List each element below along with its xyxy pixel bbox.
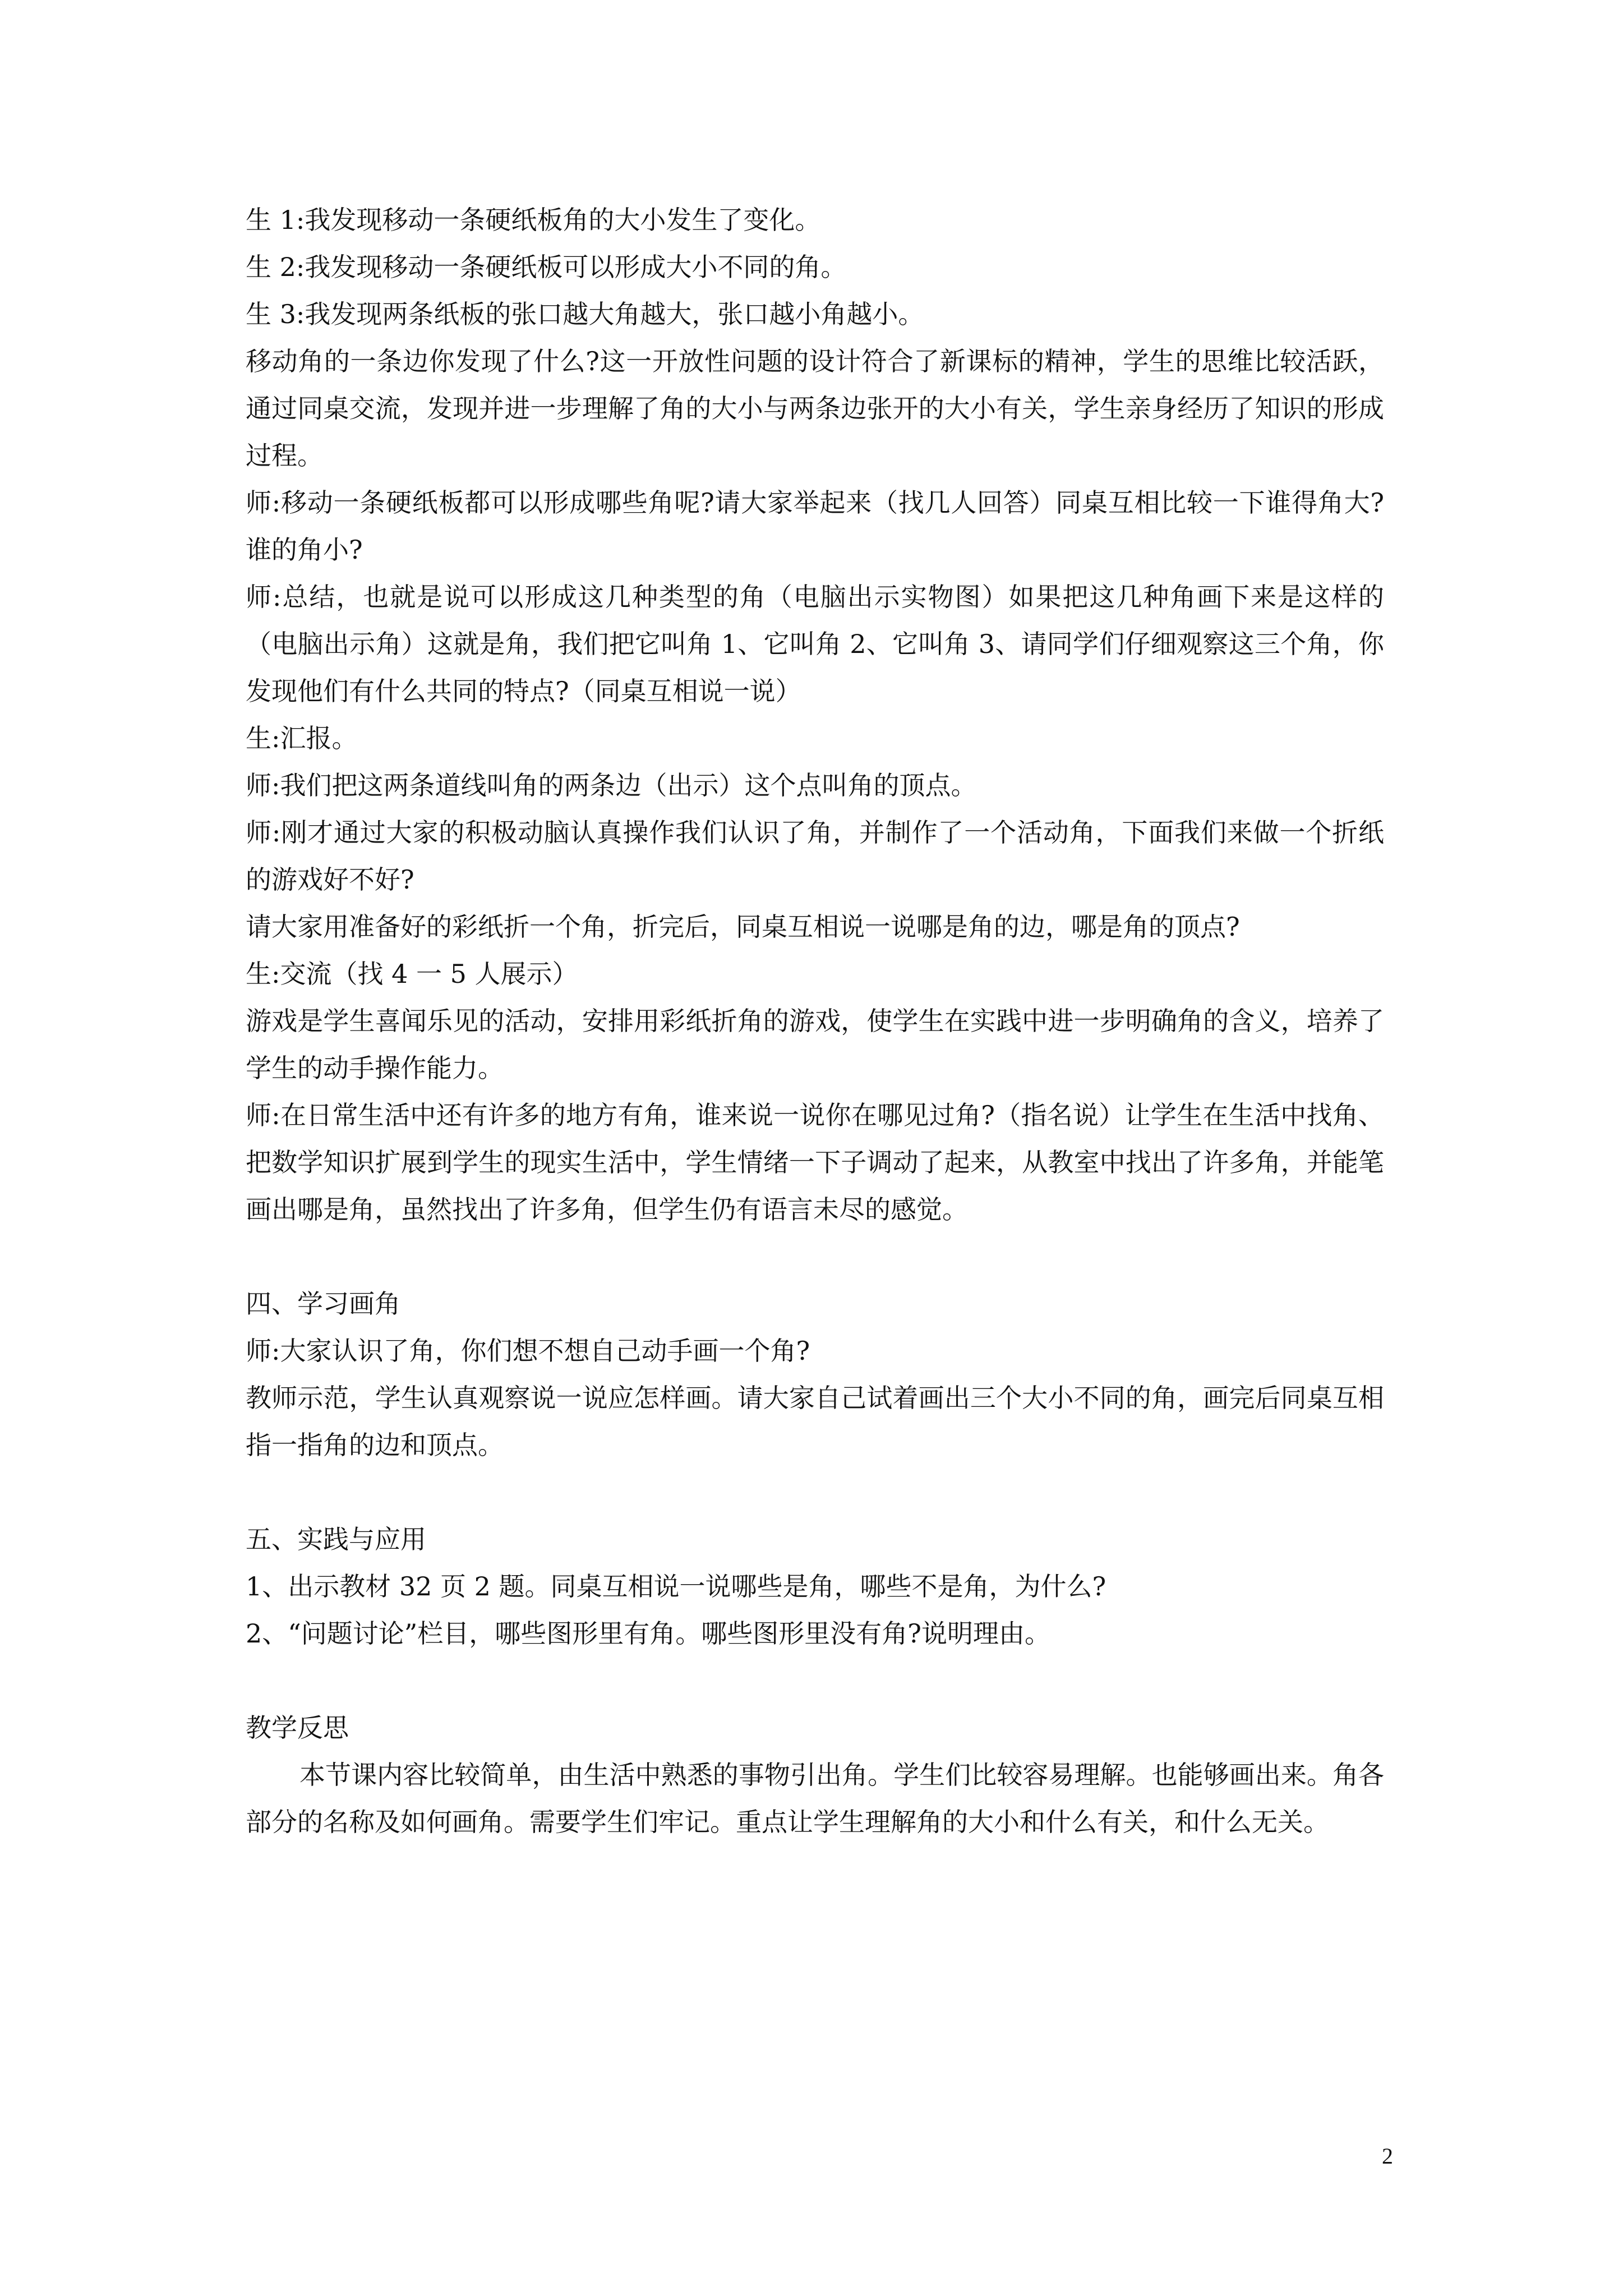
section-5-heading: 五、实践与应用: [246, 1524, 426, 1554]
paragraph-student-2: 生 2:我发现移动一条硬纸板可以形成大小不同的角。: [246, 252, 847, 282]
paragraph-student-exchange: 生:交流（找 4 一 5 人展示）: [246, 959, 578, 989]
paragraph-student-3: 生 3:我发现两条纸板的张口越大角越大，张口越小角越小。: [246, 299, 924, 329]
paragraph-teacher-question: 师:移动一条硬纸板都可以形成哪些角呢?请大家举起来（找几人回答）同桌互相比较一下谁得角大?谁的角小?: [246, 487, 1384, 565]
section-5-line-2: 2、“问题讨论”栏目，哪些图形里有角。哪些图形里没有角?说明理由。: [246, 1618, 1050, 1649]
page-number: 2: [1382, 2143, 1393, 2169]
section-4-heading: 四、学习画角: [246, 1289, 400, 1319]
paragraph-commentary-1: 移动角的一条边你发现了什么?这一开放性问题的设计符合了新课标的精神，学生的思维比较活跃，通过同桌交流，发现并进一步理解了角的大小与两条边张开的大小有关，学生亲身经历了知识的形成过程。: [246, 346, 1384, 471]
section-4-line-2: 教师示范，学生认真观察说一说应怎样画。请大家自己试着画出三个大小不同的角，画完后同桌互相指一指角的边和顶点。: [246, 1383, 1384, 1460]
section-spacer: [246, 1657, 1384, 1704]
paragraph-teacher-game-intro: 师:刚才通过大家的积极动脑认真操作我们认识了角，并制作了一个活动角，下面我们来做一个折纸的游戏好不好?: [246, 817, 1384, 895]
section-5-line-1: 1、出示教材 32 页 2 题。同桌互相说一说哪些是角，哪些不是角，为什么?: [246, 1571, 1106, 1602]
reflection-body: 本节课内容比较简单，由生活中熟悉的事物引出角。学生们比较容易理解。也能够画出来。角各部分的名称及如何画角。需要学生们牢记。重点让学生理解角的大小和什么有关，和什么无关。: [246, 1760, 1384, 1837]
section-4-line-1: 师:大家认识了角，你们想不想自己动手画一个角?: [246, 1336, 810, 1366]
paragraph-daily-life-angles: 师:在日常生活中还有许多的地方有角，谁来说一说你在哪见过角?（指名说）让学生在生活中找角、把数学知识扩展到学生的现实生活中，学生情绪一下子调动了起来，从教室中找出了许多角，并能笔画出哪是角，虽然找出了许多角，但学生仍有语言未尽的感觉。: [246, 1100, 1384, 1225]
paragraph-fold-instructions: 请大家用准备好的彩纸折一个角，折完后，同桌互相说一说哪是角的边，哪是角的顶点?: [246, 912, 1240, 942]
paragraph-student-1: 生 1:我发现移动一条硬纸板角的大小发生了变化。: [246, 205, 821, 235]
paragraph-student-report: 生:汇报。: [246, 723, 358, 753]
section-spacer: [246, 1469, 1384, 1516]
paragraph-teacher-definition: 师:我们把这两条道线叫角的两条边（出示）这个点叫角的顶点。: [246, 770, 977, 800]
paragraph-teacher-summary: 师:总结，也就是说可以形成这几种类型的角（电脑出示实物图）如果把这几种角画下来是这样的（电脑出示角）这就是角，我们把它叫角 1、它叫角 2、它叫角 3、请同学们仔细观察这三个角，你发现他们有什么共同的特点?（同桌互相说一说）: [246, 582, 1384, 706]
document-body: [246, 196, 1384, 1846]
section-spacer: [246, 1233, 1384, 1280]
reflection-heading: 教学反思: [246, 1713, 349, 1743]
paragraph-game-commentary: 游戏是学生喜闻乐见的活动，安排用彩纸折角的游戏，使学生在实践中进一步明确角的含义，培养了学生的动手操作能力。: [246, 1006, 1384, 1083]
